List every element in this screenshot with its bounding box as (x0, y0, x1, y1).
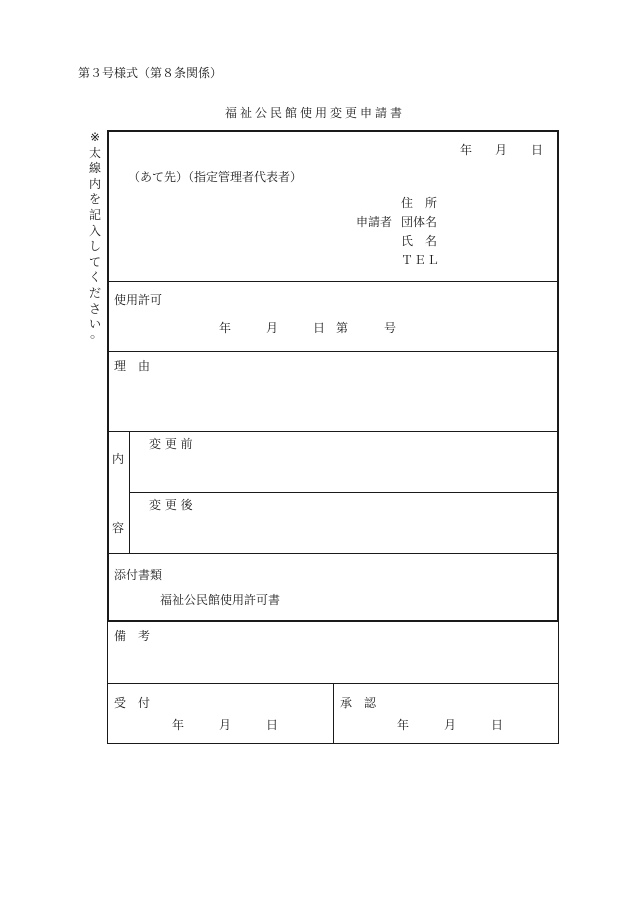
side-note-char: 入 (88, 223, 101, 238)
before-change-label: 変 更 前 (149, 437, 193, 451)
contents-label-top: 内 (112, 452, 125, 466)
permit-go: 号 (384, 321, 397, 335)
divider (333, 683, 334, 744)
permit-day: 日 (313, 321, 326, 335)
side-note-char: し (88, 239, 101, 254)
side-note-char: さ (88, 301, 101, 316)
reception-label: 受 付 (114, 696, 151, 710)
divider (109, 431, 557, 432)
side-note-char: を (88, 192, 101, 207)
approval-label: 承 認 (340, 696, 377, 710)
divider (109, 281, 557, 282)
side-note-char: 。 (88, 334, 103, 347)
date-month: 月 (495, 143, 508, 157)
side-note-char: 記 (88, 207, 101, 222)
applicant-address-label: 住 所 (401, 196, 438, 210)
divider (109, 553, 557, 554)
addressee: （あて先）（指定管理者代表者） (128, 170, 303, 184)
after-change-label: 変 更 後 (149, 498, 193, 512)
date-day: 日 (531, 143, 544, 157)
form-title: 福祉公民館使用変更申請書 (224, 106, 405, 120)
side-note-char: 内 (88, 176, 101, 191)
divider (130, 492, 557, 493)
approval-day: 日 (491, 718, 504, 732)
reception-year: 年 (172, 718, 185, 732)
permit-dai: 第 (336, 321, 349, 335)
permit-month: 月 (266, 321, 279, 335)
side-note-char: く (88, 270, 101, 285)
applicant-name-label: 氏 名 (401, 234, 438, 248)
attachments-label: 添付書類 (114, 568, 163, 582)
side-note (86, 130, 104, 348)
approval-year: 年 (397, 718, 410, 732)
side-note-char: い (88, 317, 101, 332)
permit-year: 年 (219, 321, 232, 335)
permit-label: 使用許可 (114, 293, 163, 307)
divider (129, 431, 130, 554)
reception-day: 日 (266, 718, 279, 732)
attachment-item: 福祉公民館使用許可書 (160, 593, 281, 607)
side-note-char: 線 (88, 161, 101, 176)
applicant-tel-label: ＴＥＬ (401, 253, 441, 267)
contents-label-bottom: 容 (112, 521, 125, 535)
border (558, 620, 559, 744)
remarks-label: 備 考 (114, 629, 151, 643)
reason-label: 理 由 (114, 359, 151, 373)
applicant-group-label: 団体名 (401, 215, 438, 229)
applicant-label: 申請者 (356, 215, 393, 229)
date-year: 年 (460, 143, 473, 157)
form-number: 第３号様式（第８条関係） (78, 66, 223, 80)
side-note-char: て (88, 254, 101, 269)
thick-frame (107, 130, 559, 622)
approval-month: 月 (444, 718, 457, 732)
reception-month: 月 (219, 718, 232, 732)
border (107, 620, 108, 744)
divider (109, 351, 557, 352)
side-note-char: 太 (88, 145, 101, 160)
side-note-char: だ (88, 285, 101, 300)
side-note-char: ※ (89, 130, 101, 144)
